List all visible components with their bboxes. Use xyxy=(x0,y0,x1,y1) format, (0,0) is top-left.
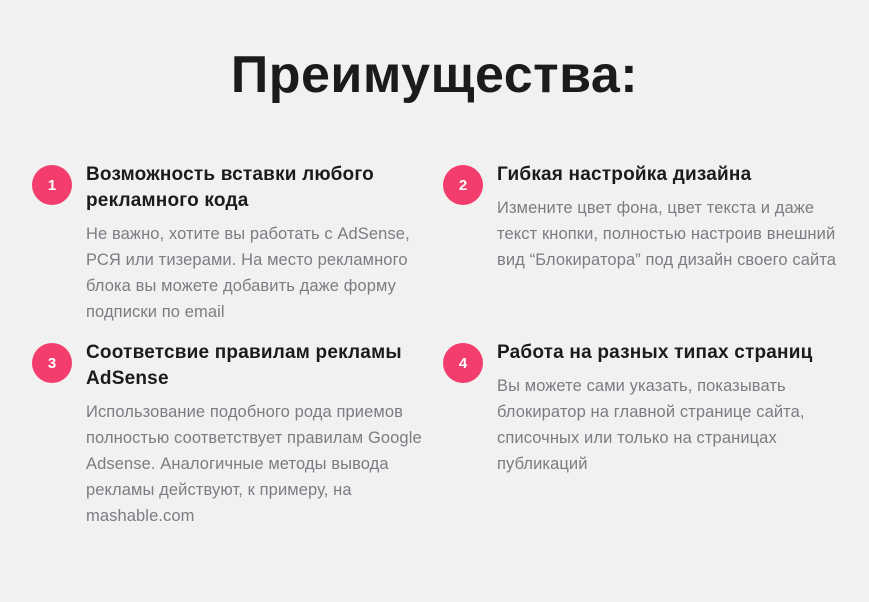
advantage-description: Вы можете сами указать, показывать блокиратор на главной странице сайта, списочных или только на страницах публикаций xyxy=(497,377,805,474)
number-badge-1: 1 xyxy=(32,165,72,205)
advantage-description: Измените цвет фона, цвет текста и даже текст кнопки, полностью настроив внешний вид “Блокиратора” под дизайн своего сайта xyxy=(497,199,837,270)
advantage-title: Гибкая настройка дизайна xyxy=(497,164,752,186)
advantage-description: Использование подобного рода приемов полностью соответствует правилам Google Adsense. Аналогичные методы вывода рекламы действуют, к примеру, на mashable.com xyxy=(86,403,422,526)
advantage-description: Не важно, хотите вы работать с AdSense, РСЯ или тизерами. На место рекламного блока вы можете добавить даже форму подписки по email xyxy=(86,225,410,322)
advantage-item-4 xyxy=(443,343,842,529)
advantage-item-2 xyxy=(443,165,842,325)
page-title: Преимущества: xyxy=(230,46,639,104)
advantage-title: Работа на разных типах страниц xyxy=(497,342,813,364)
advantage-title: Соответсвие правилам рекламы AdSense xyxy=(86,342,402,390)
advantage-title: Возможность вставки любого рекламного кода xyxy=(86,164,374,212)
advantages-grid xyxy=(0,165,869,529)
advantage-content xyxy=(86,340,431,529)
advantage-item-3 xyxy=(32,343,431,529)
number-badge-4: 4 xyxy=(443,343,483,383)
number-badge-2: 2 xyxy=(443,165,483,205)
advantage-content xyxy=(497,162,842,273)
advantage-content xyxy=(497,340,842,477)
number-badge-3: 3 xyxy=(32,343,72,383)
advantage-content xyxy=(86,162,431,325)
advantage-item-1 xyxy=(32,165,431,325)
